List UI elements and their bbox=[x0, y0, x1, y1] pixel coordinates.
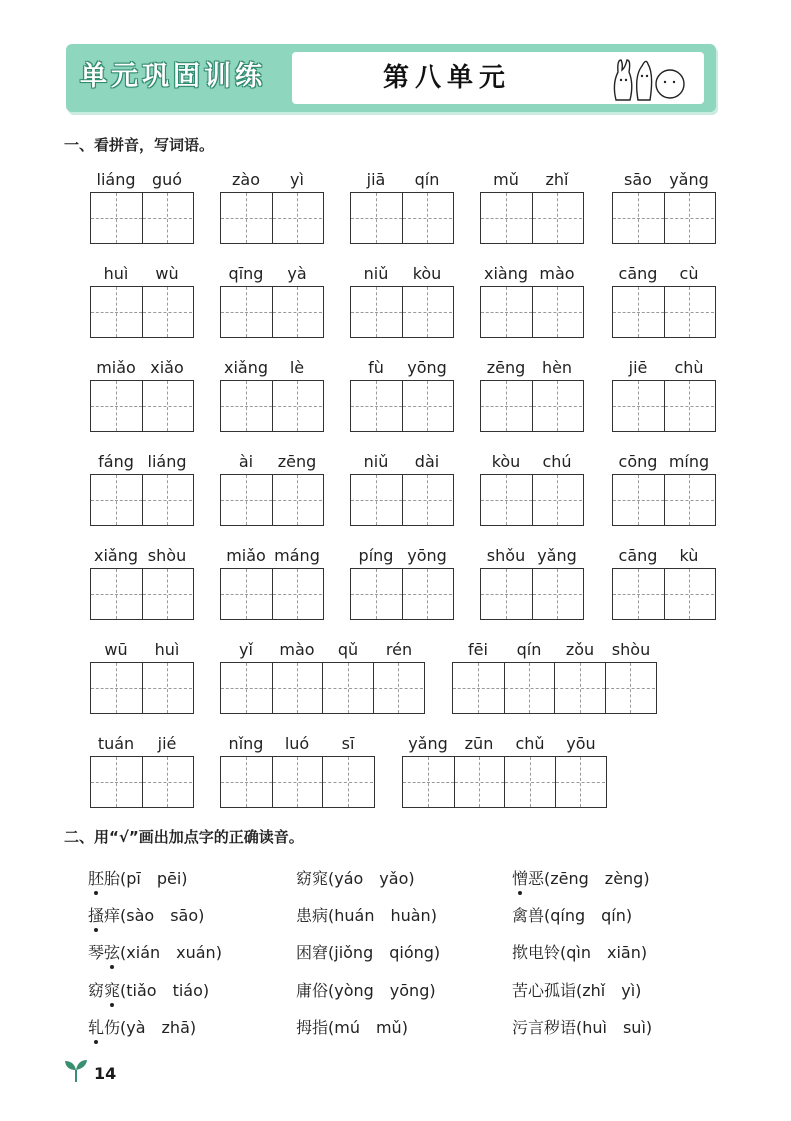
tian-zi-cell[interactable] bbox=[142, 663, 193, 713]
tian-zi-cell[interactable] bbox=[91, 381, 142, 431]
pinyin-syllable: yǐ bbox=[239, 640, 253, 659]
word-group bbox=[90, 452, 194, 528]
pronunciation-item[interactable] bbox=[296, 866, 415, 889]
word-group bbox=[480, 170, 584, 246]
writing-boxes bbox=[480, 286, 584, 338]
pinyin-syllable: chù bbox=[674, 358, 704, 377]
tian-zi-cell[interactable] bbox=[481, 287, 532, 337]
tian-zi-cell[interactable] bbox=[402, 381, 453, 431]
tian-zi-cell[interactable] bbox=[664, 475, 715, 525]
tian-zi-cell[interactable] bbox=[91, 569, 142, 619]
section-1-title: 一、看拼音，写词语。 bbox=[64, 136, 215, 154]
pinyin-syllable: dài bbox=[414, 452, 440, 471]
dotted-character: 搔 bbox=[88, 906, 105, 925]
writing-boxes bbox=[612, 380, 716, 432]
tian-zi-cell[interactable] bbox=[351, 381, 402, 431]
tian-zi-cell[interactable] bbox=[605, 663, 656, 713]
writing-boxes bbox=[612, 286, 716, 338]
pinyin-syllable: cù bbox=[679, 264, 699, 283]
word-group bbox=[220, 358, 324, 434]
pronunciation-item[interactable] bbox=[512, 978, 641, 1001]
tian-zi-cell[interactable] bbox=[481, 381, 532, 431]
tian-zi-cell[interactable] bbox=[402, 287, 453, 337]
tian-zi-cell[interactable] bbox=[351, 475, 402, 525]
pinyin-syllable: rén bbox=[385, 640, 413, 659]
word-group bbox=[402, 734, 610, 810]
writing-boxes bbox=[480, 474, 584, 526]
pinyin-syllable: mào bbox=[539, 264, 575, 283]
pinyin-syllable: kù bbox=[679, 546, 699, 565]
tian-zi-cell[interactable] bbox=[555, 757, 606, 807]
word-group bbox=[90, 358, 194, 434]
tian-zi-cell[interactable] bbox=[454, 757, 505, 807]
tian-zi-cell[interactable] bbox=[272, 569, 323, 619]
pinyin-syllable: nǐng bbox=[228, 734, 264, 753]
item-text: (xián xuán) bbox=[120, 943, 222, 962]
word-group bbox=[350, 546, 454, 622]
pinyin-syllable: jié bbox=[157, 734, 177, 753]
word-group bbox=[220, 640, 428, 716]
writing-boxes bbox=[90, 474, 194, 526]
dotted-character: 憎 bbox=[512, 869, 529, 888]
pinyin-syllable: hèn bbox=[541, 358, 573, 377]
pinyin-syllable: xiǎng bbox=[223, 358, 268, 377]
writing-boxes bbox=[220, 192, 324, 244]
item-text: 拇指(mú mǔ) bbox=[296, 1018, 408, 1037]
word-group bbox=[612, 452, 716, 528]
writing-boxes bbox=[220, 474, 324, 526]
pinyin-syllable: miǎo bbox=[96, 358, 136, 377]
tian-zi-cell[interactable] bbox=[613, 287, 664, 337]
tian-zi-cell[interactable] bbox=[272, 381, 323, 431]
dotted-character: 窕 bbox=[104, 981, 121, 1000]
pinyin-syllable: máng bbox=[274, 546, 320, 565]
tian-zi-cell[interactable] bbox=[142, 475, 193, 525]
pinyin-syllable: fù bbox=[368, 358, 384, 377]
pinyin-syllable: qín bbox=[516, 640, 542, 659]
tian-zi-cell[interactable] bbox=[91, 475, 142, 525]
tian-zi-cell[interactable] bbox=[402, 193, 453, 243]
writing-boxes bbox=[90, 192, 194, 244]
tian-zi-cell[interactable] bbox=[481, 569, 532, 619]
pinyin-syllable: yǎng bbox=[537, 546, 577, 565]
pinyin-syllable: zhǐ bbox=[545, 170, 569, 189]
pinyin-syllable: xiǎng bbox=[93, 546, 138, 565]
tian-zi-cell[interactable] bbox=[664, 381, 715, 431]
pinyin-syllable: yǎng bbox=[669, 170, 709, 189]
word-group bbox=[220, 546, 324, 622]
pinyin-syllable: kòu bbox=[412, 264, 442, 283]
tian-zi-cell[interactable] bbox=[613, 475, 664, 525]
writing-boxes bbox=[90, 662, 194, 714]
word-group bbox=[480, 264, 584, 340]
pronunciation-item[interactable] bbox=[296, 978, 436, 1001]
pinyin-syllable: yà bbox=[287, 264, 307, 283]
word-group bbox=[612, 170, 716, 246]
tian-zi-cell[interactable] bbox=[554, 663, 605, 713]
pinyin-syllable: píng bbox=[358, 546, 394, 565]
pinyin-syllable: cāng bbox=[618, 546, 658, 565]
word-group bbox=[220, 264, 324, 340]
tian-zi-cell[interactable] bbox=[504, 757, 555, 807]
mascot-illustration bbox=[608, 54, 692, 104]
tian-zi-cell[interactable] bbox=[322, 663, 373, 713]
pronunciation-item[interactable] bbox=[88, 940, 222, 963]
tian-zi-cell[interactable] bbox=[91, 663, 142, 713]
pinyin-syllable: cōng bbox=[618, 452, 658, 471]
pinyin-syllable: yōng bbox=[407, 546, 447, 565]
tian-zi-cell[interactable] bbox=[142, 757, 193, 807]
word-group bbox=[350, 264, 454, 340]
pinyin-syllable: zǒu bbox=[565, 640, 595, 659]
tian-zi-cell[interactable] bbox=[142, 193, 193, 243]
pinyin-syllable: liáng bbox=[147, 452, 187, 471]
pronunciation-item[interactable] bbox=[512, 940, 647, 963]
writing-boxes bbox=[612, 568, 716, 620]
tian-zi-cell[interactable] bbox=[613, 193, 664, 243]
word-group bbox=[220, 170, 324, 246]
tian-zi-cell[interactable] bbox=[91, 757, 142, 807]
word-group bbox=[452, 640, 660, 716]
tian-zi-cell[interactable] bbox=[91, 193, 142, 243]
pinyin-syllable: niǔ bbox=[363, 264, 389, 283]
tian-zi-cell[interactable] bbox=[351, 569, 402, 619]
tian-zi-cell[interactable] bbox=[481, 475, 532, 525]
item-text: 困窘(jiǒng qióng) bbox=[296, 943, 441, 962]
item-text: 污言秽语(huì suì) bbox=[512, 1018, 653, 1037]
pronunciation-item[interactable] bbox=[512, 1015, 652, 1038]
tian-zi-cell[interactable] bbox=[532, 381, 583, 431]
tian-zi-cell[interactable] bbox=[272, 757, 323, 807]
tian-zi-cell[interactable] bbox=[664, 569, 715, 619]
item-text: 窈窕(yáo yǎo) bbox=[296, 869, 415, 888]
pinyin-syllable: qín bbox=[414, 170, 440, 189]
word-group bbox=[612, 264, 716, 340]
writing-boxes bbox=[350, 380, 454, 432]
pinyin-syllable: qīng bbox=[228, 264, 264, 283]
tian-zi-cell[interactable] bbox=[403, 757, 454, 807]
pronunciation-item[interactable] bbox=[296, 903, 437, 926]
tian-zi-cell[interactable] bbox=[373, 663, 424, 713]
pinyin-syllable: xiàng bbox=[483, 264, 528, 283]
pinyin-syllable: qǔ bbox=[337, 640, 359, 659]
tian-zi-cell[interactable] bbox=[664, 287, 715, 337]
pinyin-syllable: fáng bbox=[98, 452, 134, 471]
pinyin-syllable: yì bbox=[290, 170, 304, 189]
pinyin-syllable: shǒu bbox=[486, 546, 526, 565]
pinyin-syllable: sī bbox=[341, 734, 355, 753]
pronunciation-item[interactable] bbox=[88, 978, 209, 1001]
tian-zi-cell[interactable] bbox=[221, 569, 272, 619]
pronunciation-item[interactable] bbox=[88, 1015, 196, 1038]
word-group bbox=[612, 546, 716, 622]
tian-zi-cell[interactable] bbox=[532, 193, 583, 243]
pronunciation-item[interactable] bbox=[296, 1015, 408, 1038]
item-text: 恶(zēng zèng) bbox=[528, 869, 650, 888]
item-text: 揿电铃(qìn xiān) bbox=[512, 943, 648, 962]
tian-zi-cell[interactable] bbox=[532, 569, 583, 619]
word-group bbox=[220, 452, 324, 528]
pinyin-syllable: chǔ bbox=[515, 734, 545, 753]
pinyin-syllable: niǔ bbox=[363, 452, 389, 471]
writing-boxes bbox=[350, 568, 454, 620]
pinyin-syllable: chú bbox=[542, 452, 572, 471]
writing-boxes bbox=[350, 286, 454, 338]
word-group bbox=[350, 452, 454, 528]
writing-boxes bbox=[402, 756, 607, 808]
pronunciation-item[interactable] bbox=[88, 903, 204, 926]
tian-zi-cell[interactable] bbox=[142, 569, 193, 619]
word-group bbox=[480, 358, 584, 434]
pinyin-syllable: sāo bbox=[624, 170, 652, 189]
pinyin-syllable: jiē bbox=[628, 358, 648, 377]
pinyin-syllable: yǎng bbox=[408, 734, 448, 753]
pinyin-syllable: zào bbox=[232, 170, 260, 189]
tian-zi-cell[interactable] bbox=[221, 381, 272, 431]
item-text: 伤(yà zhā) bbox=[104, 1018, 197, 1037]
pinyin-syllable: jiā bbox=[366, 170, 386, 189]
word-group bbox=[90, 170, 194, 246]
tian-zi-cell[interactable] bbox=[322, 757, 373, 807]
writing-boxes bbox=[480, 380, 584, 432]
pinyin-syllable: zēng bbox=[277, 452, 317, 471]
pinyin-syllable: yōu bbox=[566, 734, 596, 753]
pronunciation-item[interactable] bbox=[512, 903, 632, 926]
tian-zi-cell[interactable] bbox=[221, 757, 272, 807]
writing-boxes bbox=[220, 380, 324, 432]
section-2-title: 二、用“√”画出加点字的正确读音。 bbox=[64, 828, 304, 846]
writing-boxes bbox=[90, 756, 194, 808]
item-text: 苦心孤诣(zhǐ yì) bbox=[512, 981, 642, 1000]
pinyin-syllable: ài bbox=[238, 452, 254, 471]
word-group bbox=[480, 452, 584, 528]
pinyin-syllable: huì bbox=[154, 640, 180, 659]
word-group bbox=[90, 546, 194, 622]
word-group bbox=[350, 170, 454, 246]
tian-zi-cell[interactable] bbox=[453, 663, 504, 713]
word-group bbox=[90, 640, 194, 716]
pinyin-syllable: míng bbox=[668, 452, 710, 471]
tian-zi-cell[interactable] bbox=[481, 193, 532, 243]
word-group bbox=[612, 358, 716, 434]
writing-boxes bbox=[90, 568, 194, 620]
dotted-character: 轧 bbox=[88, 1018, 105, 1037]
tian-zi-cell[interactable] bbox=[221, 475, 272, 525]
tian-zi-cell[interactable] bbox=[504, 663, 555, 713]
writing-boxes bbox=[220, 662, 425, 714]
writing-boxes bbox=[452, 662, 657, 714]
item-text: 窈 bbox=[88, 981, 105, 1000]
pinyin-syllable: wū bbox=[104, 640, 128, 659]
pinyin-syllable: guó bbox=[151, 170, 183, 189]
tian-zi-cell[interactable] bbox=[221, 193, 272, 243]
pinyin-syllable: zūn bbox=[464, 734, 494, 753]
tian-zi-cell[interactable] bbox=[272, 193, 323, 243]
writing-boxes bbox=[220, 286, 324, 338]
pinyin-syllable: tuán bbox=[97, 734, 135, 753]
tian-zi-cell[interactable] bbox=[221, 663, 272, 713]
item-text: (tiǎo tiáo) bbox=[120, 981, 210, 1000]
unit-title: 第八单元 bbox=[382, 63, 511, 93]
tian-zi-cell[interactable] bbox=[91, 287, 142, 337]
word-group bbox=[480, 546, 584, 622]
pinyin-syllable: fēi bbox=[468, 640, 488, 659]
item-text: 痒(sào sāo) bbox=[104, 906, 205, 925]
page-number: 14 bbox=[94, 1064, 117, 1083]
pinyin-syllable: zēng bbox=[486, 358, 526, 377]
tian-zi-cell[interactable] bbox=[532, 287, 583, 337]
writing-boxes bbox=[90, 380, 194, 432]
item-text: 禽兽(qíng qín) bbox=[512, 906, 633, 925]
pinyin-syllable: shòu bbox=[611, 640, 651, 659]
sprout-icon bbox=[62, 1058, 90, 1084]
pinyin-syllable: lè bbox=[289, 358, 305, 377]
word-group bbox=[220, 734, 376, 810]
tian-zi-cell[interactable] bbox=[142, 381, 193, 431]
pinyin-syllable: kòu bbox=[491, 452, 521, 471]
writing-boxes bbox=[480, 192, 584, 244]
dotted-character: 弦 bbox=[104, 943, 121, 962]
writing-boxes bbox=[612, 474, 716, 526]
writing-boxes bbox=[220, 756, 375, 808]
pinyin-syllable: luó bbox=[284, 734, 310, 753]
tian-zi-cell[interactable] bbox=[664, 193, 715, 243]
pronunciation-item[interactable] bbox=[296, 940, 440, 963]
tian-zi-cell[interactable] bbox=[351, 287, 402, 337]
tian-zi-cell[interactable] bbox=[272, 287, 323, 337]
word-group bbox=[90, 264, 194, 340]
item-text: 胎(pī pēi) bbox=[104, 869, 188, 888]
pinyin-syllable: huì bbox=[103, 264, 129, 283]
word-group bbox=[90, 734, 194, 810]
pinyin-syllable: wù bbox=[155, 264, 179, 283]
tian-zi-cell[interactable] bbox=[402, 475, 453, 525]
pronunciation-item[interactable] bbox=[88, 866, 188, 889]
word-group bbox=[350, 358, 454, 434]
tian-zi-cell[interactable] bbox=[351, 193, 402, 243]
writing-boxes bbox=[350, 474, 454, 526]
writing-boxes bbox=[480, 568, 584, 620]
banner-title: 单元巩固训练 bbox=[80, 61, 266, 92]
tian-zi-cell[interactable] bbox=[613, 569, 664, 619]
item-text: 庸俗(yòng yōng) bbox=[296, 981, 436, 1000]
writing-boxes bbox=[220, 568, 324, 620]
tian-zi-cell[interactable] bbox=[142, 287, 193, 337]
pinyin-syllable: miǎo bbox=[226, 546, 266, 565]
tian-zi-cell[interactable] bbox=[221, 287, 272, 337]
tian-zi-cell[interactable] bbox=[272, 663, 323, 713]
tian-zi-cell[interactable] bbox=[272, 475, 323, 525]
writing-boxes bbox=[90, 286, 194, 338]
writing-boxes bbox=[350, 192, 454, 244]
pronunciation-item[interactable] bbox=[512, 866, 650, 889]
pinyin-syllable: liáng bbox=[96, 170, 136, 189]
pinyin-syllable: xiǎo bbox=[150, 358, 184, 377]
tian-zi-cell[interactable] bbox=[402, 569, 453, 619]
tian-zi-cell[interactable] bbox=[532, 475, 583, 525]
item-text: 琴 bbox=[88, 943, 105, 962]
tian-zi-cell[interactable] bbox=[613, 381, 664, 431]
item-text: 患病(huán huàn) bbox=[296, 906, 437, 925]
dotted-character: 胚 bbox=[88, 869, 105, 888]
pinyin-syllable: shòu bbox=[147, 546, 187, 565]
pinyin-syllable: yōng bbox=[407, 358, 447, 377]
writing-boxes bbox=[612, 192, 716, 244]
pinyin-syllable: mào bbox=[279, 640, 315, 659]
pinyin-syllable: mǔ bbox=[493, 170, 519, 189]
pinyin-syllable: cāng bbox=[618, 264, 658, 283]
